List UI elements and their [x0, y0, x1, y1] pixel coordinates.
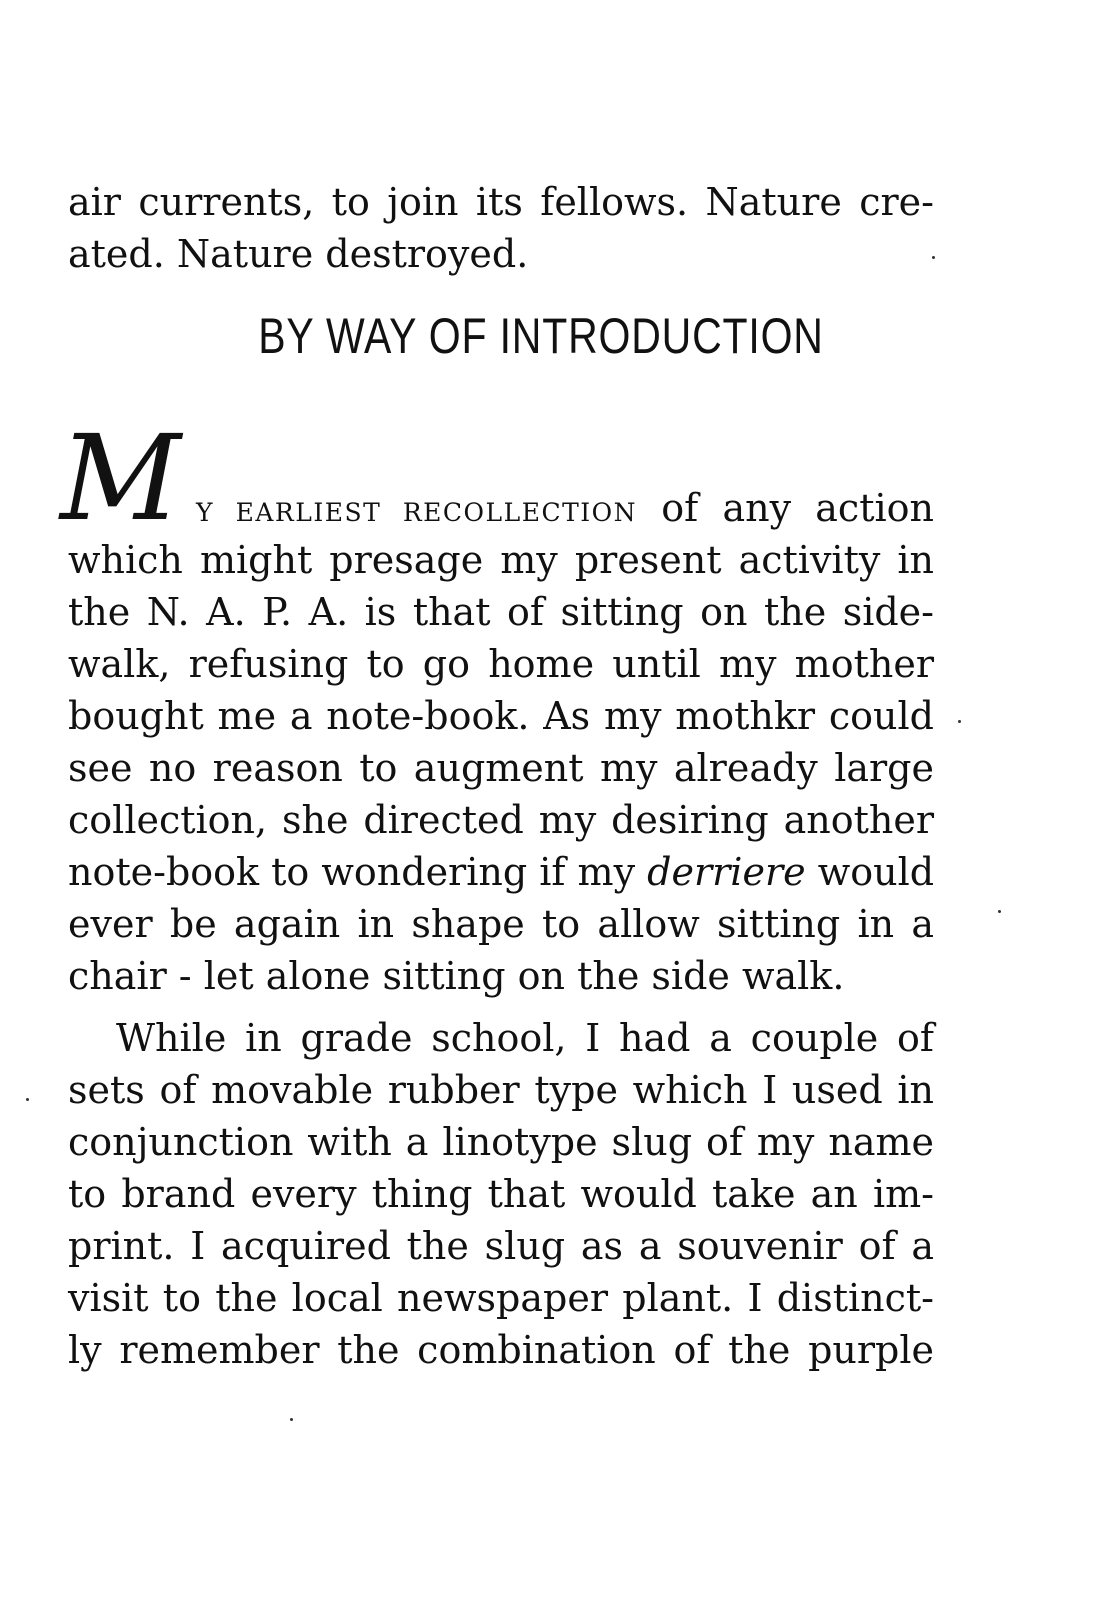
scan-speck	[932, 256, 935, 259]
text-line: to brand every thing that would take an im-	[68, 1172, 934, 1216]
text-line: air currents, to join its fellows. Nature cre-	[68, 180, 934, 224]
text-line-with-italic	[68, 846, 934, 898]
text-line: ever be again in shape to allow sitting in a	[68, 902, 934, 946]
text-line: collection, she directed my desiring another	[68, 798, 934, 842]
text-line: which might presage my present activity in	[68, 538, 934, 582]
scan-speck	[26, 1098, 29, 1101]
text-line: print. I acquired the slug as a souvenir of a	[68, 1224, 934, 1268]
italic-word: derriere	[647, 850, 806, 894]
first-line-rest: of any action	[661, 486, 934, 530]
text-line: While in grade school, I had a couple of	[116, 1016, 934, 1060]
scan-speck	[998, 910, 1001, 913]
text-line: the N. A. P. A. is that of sitting on the side-	[68, 590, 934, 634]
scan-speck	[290, 1418, 293, 1421]
first-line	[196, 482, 934, 539]
text-line: bought me a note-book. As my mothkr could	[68, 694, 934, 738]
text-line: ly remember the combination of the purple	[68, 1328, 934, 1372]
section-heading: BY WAY OF INTRODUCTION	[258, 308, 824, 364]
text-line: conjunction with a linotype slug of my name	[68, 1120, 934, 1164]
scan-speck	[958, 720, 961, 723]
smallcaps-opening: Y EARLIEST RECOLLECTION	[196, 498, 638, 527]
text-line: chair - let alone sitting on the side walk.	[68, 954, 845, 998]
drop-cap: M	[60, 409, 175, 547]
italic-line-before: note-book to wondering if my	[68, 850, 636, 894]
text-line: ated. Nature destroyed.	[68, 232, 529, 276]
text-line: see no reason to augment my already large	[68, 746, 934, 790]
text-line: walk, refusing to go home until my mother	[68, 642, 934, 686]
italic-line-after: would	[817, 850, 935, 894]
text-line: visit to the local newspaper plant. I distinct-	[68, 1276, 934, 1320]
text-line: sets of movable rubber type which I used in	[68, 1068, 934, 1112]
